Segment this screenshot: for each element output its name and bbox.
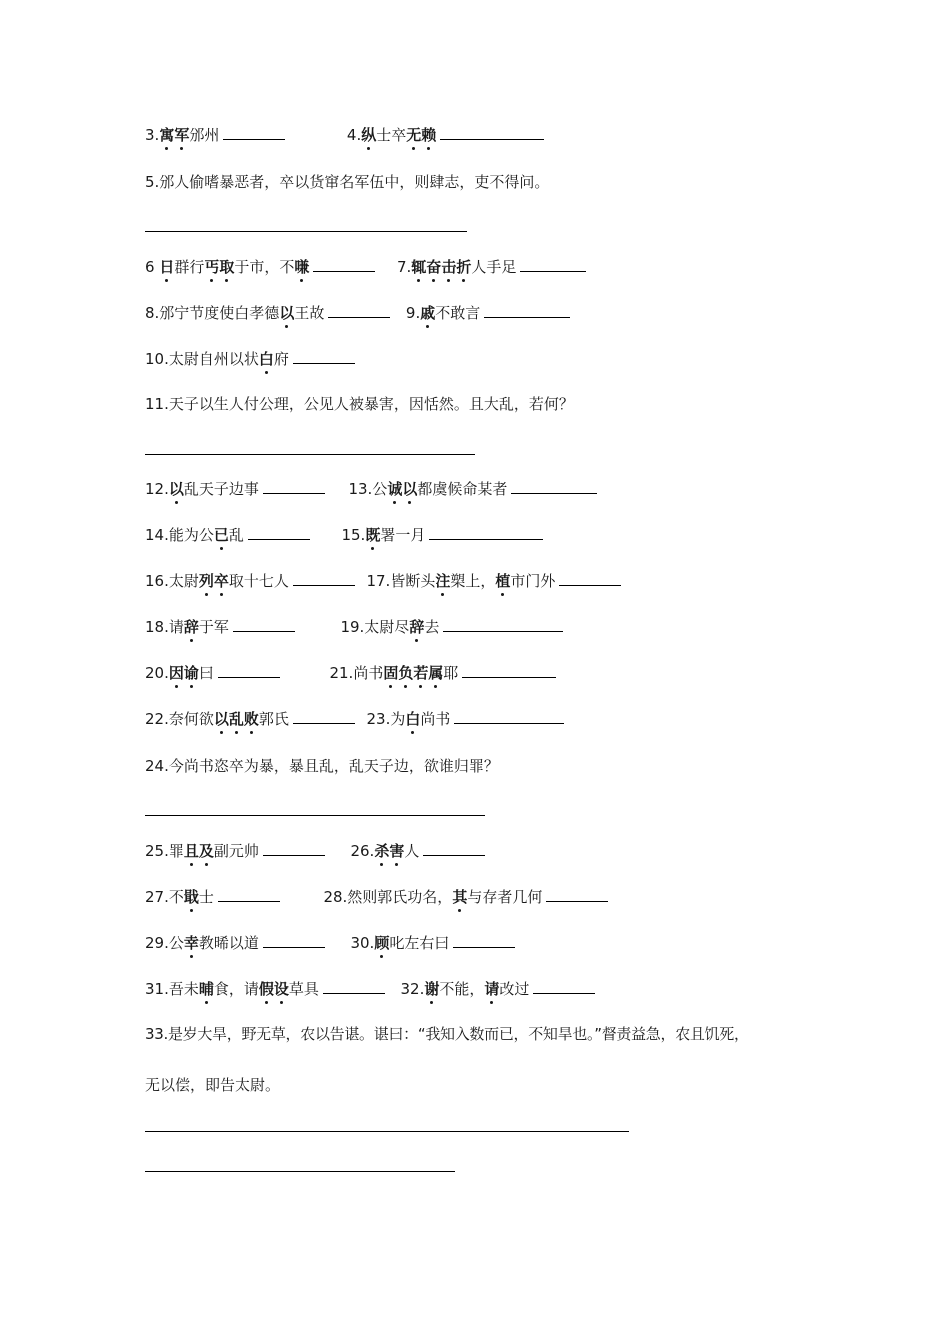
question-5: 5.邠人偷嗜暴恶者，卒以货窜名军伍中，则肆志，吏不得问。: [145, 173, 550, 191]
text-segment: 乱天子边事: [183, 480, 259, 498]
question-6: [145, 258, 375, 276]
text-segment: 27.不: [145, 888, 184, 906]
question-row: [145, 840, 485, 861]
answer-line[interactable]: [145, 231, 467, 232]
question-16: [145, 572, 355, 590]
text-segment: 9.: [405, 304, 421, 322]
text-segment: 29.公: [145, 934, 184, 952]
keyword-char: 植: [495, 572, 511, 590]
text-segment: 郭氏: [258, 710, 289, 728]
text-segment: 25.罪: [145, 842, 184, 860]
question-9: [406, 304, 570, 322]
text-segment: 12.: [145, 480, 169, 498]
keyword-char: 以: [279, 304, 295, 322]
text-segment: 于市，不: [234, 258, 295, 276]
keyword-char: 辞: [183, 618, 199, 636]
text-segment: 教晞以道: [198, 934, 259, 952]
text-segment: 槊上，: [450, 572, 496, 590]
text-segment: 改过: [499, 980, 530, 998]
text-segment: 不能，: [439, 980, 485, 998]
keyword-char: 列: [198, 572, 214, 590]
text-segment: 6: [145, 258, 160, 276]
keyword-char: 戢: [183, 888, 199, 906]
answer-blank[interactable]: [440, 124, 544, 140]
question-row: [145, 708, 564, 729]
answer-blank[interactable]: [454, 708, 564, 724]
text-segment: 市门外: [510, 572, 556, 590]
question-row: [145, 570, 621, 591]
text-segment: 8.邠宁节度使白孝德: [145, 304, 280, 322]
keyword-char: 赖: [421, 126, 437, 144]
answer-line[interactable]: [145, 454, 475, 455]
question-33-line-1: 33.是岁大旱，野无草，农以告谌。谌曰：“我知入数而已，不知旱也。”督责益急，农且饥死，: [145, 1025, 749, 1043]
text-segment: 13.公: [348, 480, 388, 498]
question-28: [323, 888, 608, 906]
keyword-char: 击: [441, 258, 457, 276]
answer-line[interactable]: [145, 1171, 455, 1172]
text-segment: 去: [424, 618, 440, 636]
text-segment: 人: [404, 842, 420, 860]
question-18: [145, 618, 295, 636]
answer-blank[interactable]: [263, 840, 325, 856]
text-segment: 31.吾未: [145, 980, 199, 998]
answer-blank[interactable]: [429, 524, 543, 540]
answer-blank[interactable]: [453, 932, 515, 948]
text-segment: 19.太尉尽: [340, 618, 410, 636]
keyword-char: 既: [365, 526, 381, 544]
answer-blank[interactable]: [218, 886, 280, 902]
keyword-char: 因: [168, 664, 184, 682]
question-17: [366, 572, 621, 590]
keyword-char: 以: [168, 480, 184, 498]
text-segment: 21.尚书: [329, 664, 384, 682]
question-row: [145, 932, 515, 953]
question-row: [145, 524, 543, 545]
keyword-char: 其: [452, 888, 468, 906]
keyword-char: 害: [389, 842, 405, 860]
keyword-char: 诚: [387, 480, 403, 498]
question-30: [350, 934, 515, 952]
text-segment: 尚书: [420, 710, 451, 728]
keyword-char: 固: [383, 664, 399, 682]
keyword-char: 戚: [420, 304, 436, 322]
question-row: [145, 978, 595, 999]
text-segment: 3.: [145, 126, 160, 144]
answer-blank[interactable]: [423, 840, 485, 856]
answer-blank[interactable]: [313, 256, 375, 272]
text-segment: 22.奈何欲: [145, 710, 214, 728]
answer-blank[interactable]: [293, 348, 355, 364]
question-21: [329, 664, 556, 682]
keyword-char: 及: [198, 842, 214, 860]
keyword-char: 顾: [374, 934, 390, 952]
text-segment: 于军: [198, 618, 229, 636]
answer-blank[interactable]: [484, 302, 570, 318]
answer-blank[interactable]: [233, 616, 295, 632]
question-row: [145, 478, 597, 499]
question-row: [145, 886, 608, 907]
keyword-char: 负: [398, 664, 414, 682]
keyword-char: 谢: [424, 980, 440, 998]
text-segment: 10.太尉自州以状: [145, 350, 259, 368]
text-segment: 耶: [443, 664, 459, 682]
text-segment: 署一月: [380, 526, 426, 544]
question-31: [145, 980, 385, 998]
question-14: [145, 526, 310, 544]
keyword-char: 假: [258, 980, 274, 998]
keyword-char: 纵: [361, 126, 377, 144]
keyword-char: 杀: [374, 842, 390, 860]
answer-blank[interactable]: [293, 570, 355, 586]
keyword-char: 以: [213, 710, 229, 728]
question-row: [145, 616, 563, 637]
text-segment: 与存者几何: [467, 888, 543, 906]
text-segment: 邠州: [189, 126, 220, 144]
question-row: [145, 124, 544, 145]
keyword-char: 奋: [426, 258, 442, 276]
question-32: [401, 980, 596, 998]
text-segment: 乱: [228, 526, 244, 544]
question-24: 24.今尚书恣卒为暴，暴且乱，乱天子边，欲谁归罪？: [145, 757, 499, 775]
text-segment: 人手足: [471, 258, 517, 276]
text-segment: 23.为: [366, 710, 406, 728]
question-11: 11.天子以生人付公理，公见人被暴害，因恬然。且大乱，若何？: [145, 395, 574, 413]
question-27: [145, 888, 280, 906]
question-row: [145, 302, 570, 323]
answer-blank[interactable]: [218, 662, 280, 678]
keyword-char: 乱: [228, 710, 244, 728]
keyword-char: 若: [413, 664, 429, 682]
question-23: [366, 710, 564, 728]
keyword-char: 注: [435, 572, 451, 590]
question-26: [350, 842, 485, 860]
keyword-char: 已: [213, 526, 229, 544]
keyword-char: 且: [183, 842, 199, 860]
answer-blank[interactable]: [263, 932, 325, 948]
answer-blank[interactable]: [546, 886, 608, 902]
text-segment: 食，请: [213, 980, 259, 998]
text-segment: 4.: [346, 126, 362, 144]
keyword-char: 设: [273, 980, 289, 998]
keyword-char: 败: [243, 710, 259, 728]
question-row: [145, 256, 586, 277]
answer-blank[interactable]: [462, 662, 556, 678]
keyword-char: 白: [405, 710, 421, 728]
question-8: [145, 304, 390, 322]
question-10: [145, 348, 355, 369]
question-13: [348, 480, 597, 498]
answer-blank[interactable]: [293, 708, 355, 724]
keyword-char: 丐: [204, 258, 220, 276]
text-segment: 20.: [145, 664, 169, 682]
question-4: [347, 126, 544, 144]
text-segment: 王故: [294, 304, 325, 322]
answer-blank[interactable]: [263, 478, 325, 494]
text-segment: 16.太尉: [145, 572, 199, 590]
keyword-char: 幸: [183, 934, 199, 952]
keyword-char: 寓: [159, 126, 175, 144]
keyword-char: 日: [159, 258, 175, 276]
keyword-char: 晡: [198, 980, 214, 998]
keyword-char: 卒: [213, 572, 229, 590]
keyword-char: 辄: [411, 258, 427, 276]
answer-blank[interactable]: [323, 978, 385, 994]
keyword-char: 取: [219, 258, 235, 276]
keyword-char: 谕: [183, 664, 199, 682]
answer-line[interactable]: [145, 815, 485, 816]
question-22: [145, 710, 355, 728]
question-25: [145, 842, 325, 860]
text-segment: 取十七人: [228, 572, 289, 590]
answer-blank[interactable]: [328, 302, 390, 318]
keyword-char: 无: [406, 126, 422, 144]
keyword-char: 白: [258, 350, 274, 368]
keyword-char: 属: [428, 664, 444, 682]
answer-blank[interactable]: [533, 978, 595, 994]
question-12: [145, 480, 325, 498]
question-15: [341, 526, 543, 544]
text-segment: 15.: [341, 526, 366, 544]
answer-blank[interactable]: [520, 256, 586, 272]
question-33-line-2: 无以偿，即告太尉。: [145, 1076, 281, 1094]
text-segment: 士卒: [376, 126, 407, 144]
text-segment: 都虞候命某者: [417, 480, 508, 498]
text-segment: 不敢言: [435, 304, 481, 322]
answer-blank[interactable]: [248, 524, 310, 540]
text-segment: 32.: [400, 980, 425, 998]
question-20: [145, 664, 280, 682]
text-segment: 26.: [350, 842, 375, 860]
question-29: [145, 934, 325, 952]
question-row: [145, 662, 556, 683]
text-segment: 28.然则郭氏功名，: [323, 888, 453, 906]
text-segment: 7.: [396, 258, 412, 276]
question-19: [340, 618, 563, 636]
text-segment: 群行: [174, 258, 205, 276]
answer-blank[interactable]: [559, 570, 621, 586]
answer-line[interactable]: [145, 1131, 629, 1132]
keyword-char: 请: [484, 980, 500, 998]
text-segment: 府: [273, 350, 289, 368]
keyword-char: 嗛: [294, 258, 310, 276]
text-segment: 18.请: [145, 618, 184, 636]
question-7: [397, 258, 586, 276]
question-3: [145, 126, 285, 144]
text-segment: 14.能为公: [145, 526, 214, 544]
answer-blank[interactable]: [443, 616, 563, 632]
keyword-char: 折: [456, 258, 472, 276]
answer-blank[interactable]: [223, 124, 285, 140]
keyword-char: 军: [174, 126, 190, 144]
text-segment: 17.皆断头: [366, 572, 436, 590]
text-segment: 士: [198, 888, 214, 906]
text-segment: 30.: [350, 934, 375, 952]
text-segment: 草具: [288, 980, 319, 998]
text-segment: 副元帅: [213, 842, 259, 860]
answer-blank[interactable]: [511, 478, 597, 494]
text-segment: 曰: [198, 664, 214, 682]
keyword-char: 辞: [409, 618, 425, 636]
text-segment: 叱左右曰: [389, 934, 450, 952]
keyword-char: 以: [402, 480, 418, 498]
